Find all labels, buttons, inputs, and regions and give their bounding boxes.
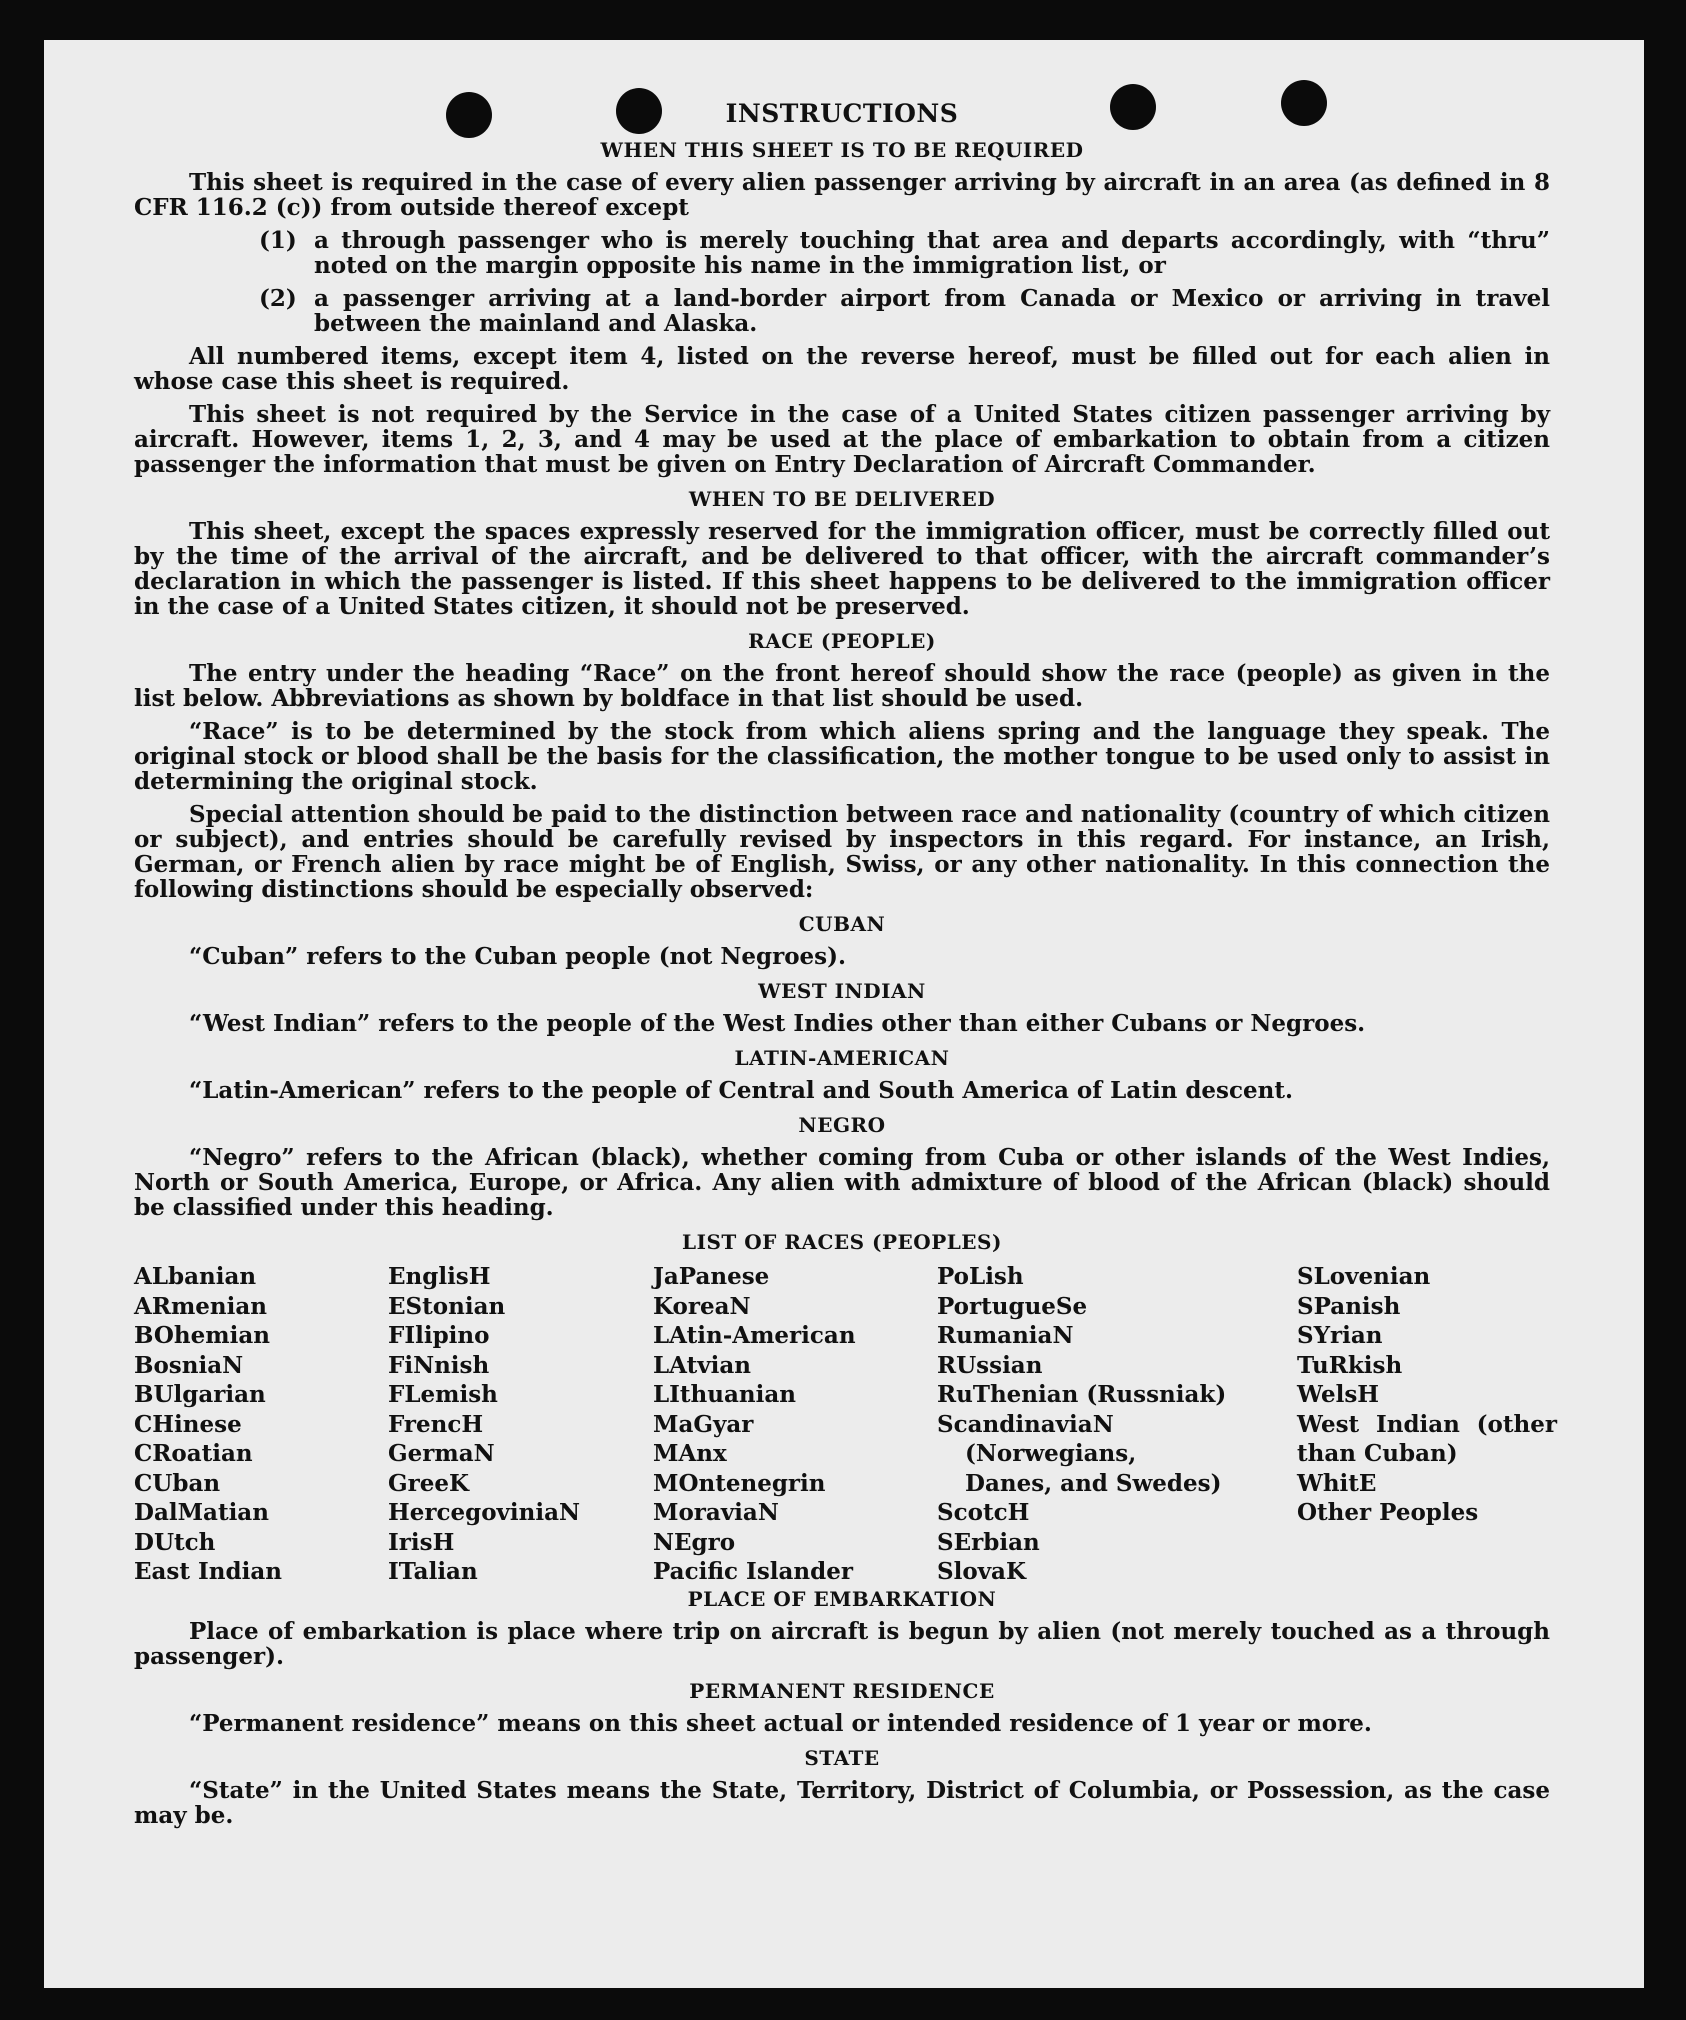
race-item: LAtvian bbox=[653, 1351, 751, 1379]
race-item: ScandinaviaN (Norwegians, Danes, and Swedes) bbox=[937, 1410, 1222, 1497]
section-heading: PLACE OF EMBARKATION bbox=[687, 1587, 997, 1611]
race-item: ScotcH bbox=[937, 1499, 1030, 1526]
page-title: INSTRUCTIONS bbox=[725, 99, 959, 128]
race-item: WelsH bbox=[1297, 1381, 1380, 1408]
race-item: PoLish bbox=[937, 1263, 1024, 1290]
race-item: LAtin-American bbox=[653, 1322, 856, 1349]
item-number: (1) bbox=[259, 227, 297, 254]
paragraph: “Race” is to be determined by the stock from which aliens spring and the language they speak. The original stock or blood shall be the basis for the classification, the mother tongue to be used only to assist in determining the original stock. bbox=[134, 718, 1550, 795]
paragraph: The entry under the heading “Race” on the front hereof should show the race (people) as given in the list below. Abbreviations as shown by boldface in that list should be used. bbox=[134, 660, 1550, 712]
paragraph: “Cuban” refers to the Cuban people (not Negroes). bbox=[189, 943, 847, 970]
race-item: Pacific Islander bbox=[653, 1558, 853, 1585]
race-item: HercegoviniaN bbox=[388, 1499, 581, 1526]
race-column bbox=[388, 1262, 580, 1587]
race-item: LIthuanian bbox=[653, 1381, 796, 1408]
race-item: CRoatian bbox=[134, 1440, 253, 1467]
section-heading: WEST INDIAN bbox=[758, 979, 926, 1003]
race-item: SErbian bbox=[937, 1528, 1040, 1556]
document-sheet bbox=[44, 40, 1644, 1988]
item-text: a passenger arriving at a land-border airport from Canada or Mexico or arriving in travel between the mainland and Alaska. bbox=[314, 285, 1550, 337]
section-heading: WHEN THIS SHEET IS TO BE REQUIRED bbox=[600, 138, 1084, 162]
race-item: GermaN bbox=[388, 1440, 495, 1467]
race-item: EStonian bbox=[388, 1292, 506, 1320]
race-item: RUssian bbox=[937, 1351, 1043, 1379]
race-item: JaPanese bbox=[653, 1263, 770, 1290]
race-item: SPanish bbox=[1297, 1292, 1401, 1320]
race-item: SYrian bbox=[1297, 1322, 1383, 1349]
race-item: East Indian bbox=[134, 1558, 282, 1585]
race-item: RuThenian (Russniak) bbox=[937, 1381, 1227, 1408]
race-item: FrencH bbox=[388, 1410, 484, 1438]
race-item: DUtch bbox=[134, 1528, 216, 1556]
race-item: SlovaK bbox=[937, 1558, 1026, 1585]
race-column bbox=[1297, 1262, 1557, 1528]
race-item: TuRkish bbox=[1297, 1351, 1403, 1379]
race-item: MoraviaN bbox=[653, 1499, 779, 1526]
race-item: SLovenian bbox=[1297, 1263, 1431, 1290]
race-item: ARmenian bbox=[134, 1292, 268, 1320]
race-item: WhitE bbox=[1297, 1469, 1377, 1497]
numbered-item bbox=[259, 228, 1550, 278]
race-item: CUban bbox=[134, 1469, 221, 1497]
race-item: PortugueSe bbox=[937, 1292, 1088, 1320]
section-heading: PERMANENT RESIDENCE bbox=[689, 1679, 995, 1703]
paragraph: “Negro” refers to the African (black), whether coming from Cuba or other islands of the West Indies, North or South America, Europe, or Africa. Any alien with admixture of blood of the African (black) should be classified under this heading. bbox=[134, 1144, 1550, 1221]
paragraph: “Permanent residence” means on this sheet actual or intended residence of 1 year or more. bbox=[189, 1710, 1372, 1737]
race-item: FLemish bbox=[388, 1381, 498, 1408]
race-item: BOhemian bbox=[134, 1322, 270, 1349]
race-item: BUlgarian bbox=[134, 1381, 266, 1408]
section-heading: RACE (PEOPLE) bbox=[748, 629, 936, 653]
section-heading: NEGRO bbox=[798, 1113, 886, 1137]
race-item: CHinese bbox=[134, 1410, 242, 1438]
race-item: ITalian bbox=[388, 1558, 478, 1585]
item-number: (2) bbox=[259, 285, 297, 312]
paragraph: “West Indian” refers to the people of the West Indies other than either Cubans or Negroes. bbox=[189, 1010, 1366, 1037]
numbered-item bbox=[259, 286, 1550, 336]
paragraph: This sheet is required in the case of every alien passenger arriving by aircraft in an area (as defined in 8 CFR 116.2 (c)) from outside thereof except bbox=[134, 169, 1550, 221]
paragraph: Place of embarkation is place where trip on aircraft is begun by alien (not merely touched as a through passenger). bbox=[134, 1618, 1550, 1670]
race-item: KoreaN bbox=[653, 1292, 751, 1320]
paragraph: All numbered items, except item 4, listed on the reverse hereof, must be filled out for each alien in whose case this sheet is required. bbox=[134, 343, 1550, 395]
race-item: RumaniaN bbox=[937, 1322, 1074, 1349]
race-item: MAnx bbox=[653, 1440, 727, 1467]
race-item: MaGyar bbox=[653, 1410, 754, 1438]
paragraph: “Latin-American” refers to the people of Central and South America of Latin descent. bbox=[189, 1077, 1293, 1104]
section-heading: LIST OF RACES (PEOPLES) bbox=[682, 1230, 1002, 1254]
paragraph: This sheet is not required by the Service in the case of a United States citizen passenger arriving by aircraft. However, items 1, 2, 3, and 4 may be used at the place of embarkation to obtain from a citizen passenger the information that must be given on Entry Declaration of Aircraft Commander. bbox=[134, 401, 1550, 478]
race-item: West Indian (other than Cuban) bbox=[1297, 1410, 1557, 1467]
race-list bbox=[134, 1262, 1557, 1585]
paragraph: “State” in the United States means the State, Territory, District of Columbia, or Possession, as the case may be. bbox=[134, 1777, 1550, 1829]
race-item: IrisH bbox=[388, 1528, 455, 1556]
race-item: DalMatian bbox=[134, 1499, 269, 1526]
section-heading: LATIN-AMERICAN bbox=[734, 1046, 950, 1070]
race-item: EnglisH bbox=[388, 1263, 491, 1290]
section-heading: CUBAN bbox=[798, 912, 886, 936]
race-item: Other Peoples bbox=[1297, 1499, 1479, 1526]
race-item: BosniaN bbox=[134, 1351, 244, 1379]
instructions-content bbox=[134, 99, 1557, 1836]
section-heading: WHEN TO BE DELIVERED bbox=[688, 487, 996, 511]
race-item: FiNnish bbox=[388, 1351, 490, 1379]
section-heading: STATE bbox=[804, 1746, 880, 1770]
race-item: GreeK bbox=[388, 1469, 470, 1497]
race-item: ALbanian bbox=[134, 1263, 257, 1290]
race-column bbox=[653, 1262, 856, 1587]
item-text: a through passenger who is merely touching that area and departs accordingly, with “thru” noted on the margin opposite his name in the immigration list, or bbox=[314, 227, 1550, 279]
race-item: FIlipino bbox=[388, 1322, 490, 1349]
race-item: MOntenegrin bbox=[653, 1469, 826, 1497]
paragraph: Special attention should be paid to the distinction between race and nationality (country of which citizen or subject), and entries should be carefully revised by inspectors in this regard. For instance, an Irish, German, or French alien by race might be of English, Swiss, or any other nationality. In this connection the following distinctions should be especially observed: bbox=[134, 801, 1550, 903]
race-item: NEgro bbox=[653, 1528, 736, 1556]
race-column bbox=[937, 1262, 1227, 1587]
race-column bbox=[134, 1262, 282, 1587]
paragraph: This sheet, except the spaces expressly reserved for the immigration officer, must be correctly filled out by the time of the arrival of the aircraft, and be delivered to that officer, with the aircraft commander’s declaration in which the passenger is listed. If this sheet happens to be delivered to the immigration officer in the case of a United States citizen, it should not be preserved. bbox=[134, 518, 1550, 620]
